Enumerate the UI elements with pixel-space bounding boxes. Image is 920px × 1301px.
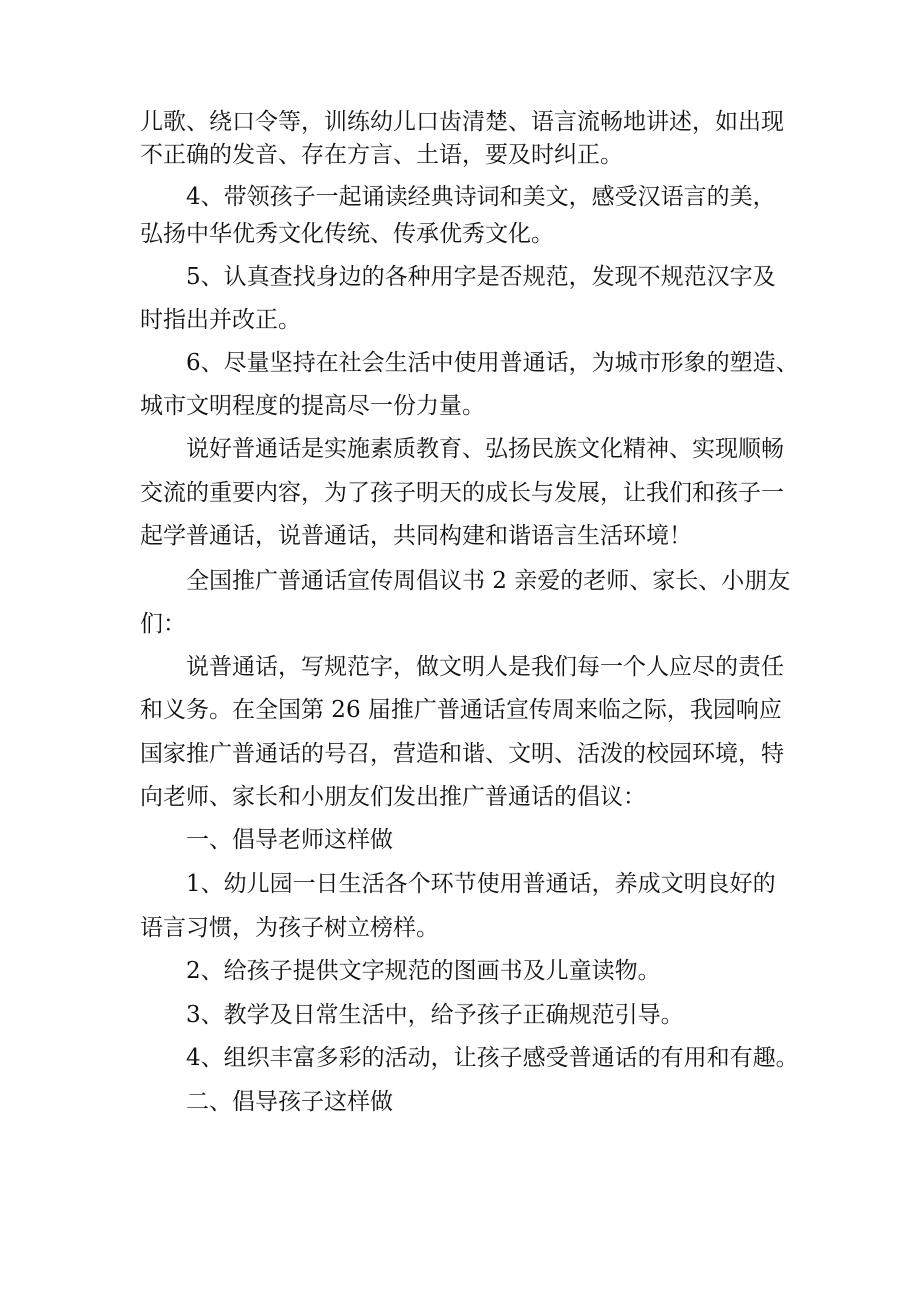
text-line-2: 不正确的发音、存在方言、土语，要及时纠正。 [140,142,623,168]
text-line-22: 3、教学及日常生活中，给予孩子正确规范引导。 [186,1002,684,1028]
text-line-15: 和义务。在全国第 26 届推广普通话宣传周来临之际，我园响应 [140,697,782,723]
text-line-20: 语言习惯，为孩子树立榜样。 [140,915,439,941]
text-line-19: 1、幼儿园一日生活各个环节使用普通话，养成文明良好的 [186,871,776,897]
text-line-16: 国家推广普通话的号召，营造和谐、文明、活泼的校园环境，特 [140,741,784,767]
text-line-21: 2、给孩子提供文字规范的图画书及儿童读物。 [186,958,661,984]
text-line-3: 4、带领孩子一起诵读经典诗词和美文，感受汉语言的美， [186,184,776,210]
text-line-18: 一、倡导老师这样做 [186,827,393,853]
text-line-5: 5、认真查找身边的各种用字是否规范，发现不规范汉字及 [186,264,776,290]
text-line-14: 说普通话，写规范字，做文明人是我们每一个人应尽的责任 [186,654,784,680]
text-line-12: 全国推广普通话宣传周倡议书 2 亲爱的老师、家长、小朋友 [186,568,791,594]
text-line-11: 起学普通话，说普通话，共同构建和谐语言生活环境！ [140,523,692,549]
text-line-8: 城市文明程度的提高尽一份力量。 [140,393,485,419]
text-line-23: 4、组织丰富多彩的活动，让孩子感受普通话的有用和有趣。 [186,1045,799,1071]
text-line-24: 二、倡导孩子这样做 [186,1089,393,1115]
text-line-13: 们： [140,611,186,637]
text-line-9: 说好普通话是实施素质教育、弘扬民族文化精神、实现顺畅 [186,436,784,462]
text-line-1: 儿歌、绕口令等，训练幼儿口齿清楚、语言流畅地讲述，如出现 [140,109,784,135]
text-line-4: 弘扬中华优秀文化传统、传承优秀文化。 [140,221,554,247]
text-line-17: 向老师、家长和小朋友们发出推广普通话的倡议： [140,784,646,810]
text-line-7: 6、尽量坚持在社会生活中使用普通话，为城市形象的塑造、 [186,350,799,376]
text-line-6: 时指出并改正。 [140,307,301,333]
text-line-10: 交流的重要内容，为了孩子明天的成长与发展，让我们和孩子一 [140,480,784,506]
